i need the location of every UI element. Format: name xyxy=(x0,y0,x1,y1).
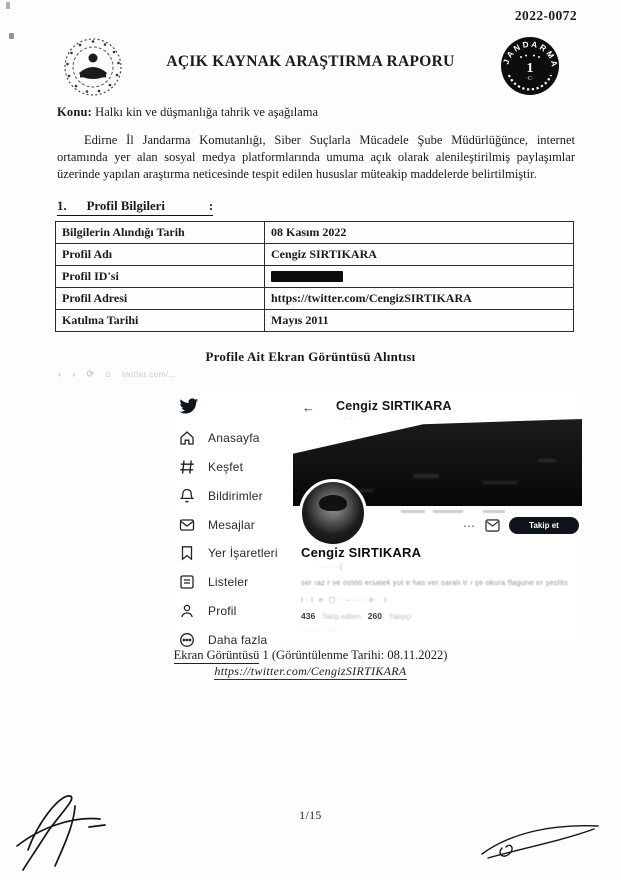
profile-header-subtitle: · ···· · xyxy=(339,415,357,422)
followers-label: Takipçi xyxy=(388,612,412,621)
home-icon xyxy=(179,430,195,446)
browser-url: twitter.com/… xyxy=(122,370,178,379)
back-arrow-icon: ← xyxy=(302,400,315,415)
list-icon xyxy=(179,574,195,590)
envelope-icon xyxy=(179,517,195,533)
row-label: Bilgilerin Alındığı Tarih xyxy=(56,222,265,244)
browser-home-icon: ⌂ xyxy=(105,369,112,380)
row-value: Mayıs 2011 xyxy=(265,310,574,332)
profile-avatar xyxy=(299,479,367,547)
row-value: 08 Kasım 2022 xyxy=(265,222,574,244)
sidebar-item-profil: Profil xyxy=(179,601,237,621)
hashtag-icon xyxy=(179,459,195,475)
following-count: 436 xyxy=(301,611,316,621)
profile-handle: · ‑ · · ·( xyxy=(319,562,343,571)
sidebar-item-yer-isaretleri: Yer İşaretleri xyxy=(179,543,278,563)
sidebar-item-bildirimler: Bildirimler xyxy=(179,486,263,506)
row-label: Profil Adresi xyxy=(56,288,265,310)
seal-arc-text: JANDARMA xyxy=(501,39,560,70)
table-row xyxy=(56,222,574,244)
table-row xyxy=(56,288,574,310)
sidebar-item-mesajlar: Mesajlar xyxy=(179,515,255,535)
row-label: Katılma Tarihi xyxy=(56,310,265,332)
row-value-redacted xyxy=(265,266,574,288)
section-number: 1. xyxy=(57,199,67,213)
screenshot-caption-url: https://twitter.com/CengizSIRTIKARA xyxy=(214,664,407,678)
profile-name: Cengiz SIRTIKARA xyxy=(301,545,422,560)
sidebar-item-daha-fazla: Daha fazla xyxy=(179,630,267,650)
table-row xyxy=(56,244,574,266)
message-icon xyxy=(485,519,500,532)
browser-reload-icon: ⟳ xyxy=(86,369,95,380)
more-options-icon: ⋯ xyxy=(463,518,476,533)
browser-back-icon: ‹ xyxy=(58,369,62,380)
section-heading xyxy=(57,199,213,216)
section-label: Profil Bilgileri xyxy=(86,199,165,213)
bell-icon xyxy=(179,488,195,504)
document-number: 2022-0072 xyxy=(514,8,577,23)
following-label: Takip edilen xyxy=(322,612,361,621)
profile-header-name: Cengiz SIRTIKARA xyxy=(336,399,452,413)
profile-meta: t · t ·e· ▢ ·· – ··· · e· · t xyxy=(301,595,387,604)
sidebar-item-kesfet: Keşfet xyxy=(179,457,243,477)
scan-ghost-mark xyxy=(401,510,425,513)
subject-text: Halkı kin ve düşmanlığa tahrik ve aşağılama xyxy=(95,105,319,119)
signature-left xyxy=(12,786,117,874)
profile-stats xyxy=(301,611,411,621)
caption-rest: 1 (Görüntülenme Tarihi: 08.11.2022) xyxy=(259,648,448,662)
intro-paragraph: Edirne İl Jandarma Komutanlığı, Siber Suçlarla Mücadele Şube Müdürlüğünce, internet ortamında yer alan sosyal medya platformlarında umuma açık olarak alenileştirilmiş paylaşımlar üzerinde yapılan araştırma neticesinde tespit edilen hususlar müteakip maddelerde belirtilmiştir. xyxy=(57,133,575,181)
section-colon: : xyxy=(208,199,214,213)
ministry-seal-icon xyxy=(63,37,123,97)
row-label: Profil Adı xyxy=(56,244,265,266)
scan-artifact xyxy=(9,33,14,39)
bookmark-icon xyxy=(179,545,195,561)
twitter-sidebar xyxy=(170,392,291,645)
profile-info-table xyxy=(55,221,574,332)
subject-line xyxy=(57,105,318,120)
row-value: https://twitter.com/CengizSIRTIKARA xyxy=(265,288,574,310)
screenshot-caption xyxy=(0,648,621,663)
profile-action-row xyxy=(463,517,579,534)
report-title: AÇIK KAYNAK ARAŞTIRMA RAPORU xyxy=(166,53,455,70)
row-label: Profil ID'si xyxy=(56,266,265,288)
profile-extra-faint-line: · ·· · ··· · xyxy=(303,628,342,635)
profile-bio: ser ıaz r ve ostöö ersatek yut e has ver saralı tr ı şe okura flagune er şeslits xyxy=(301,578,568,587)
subject-label: Konu: xyxy=(57,105,93,119)
person-icon xyxy=(179,603,195,619)
more-circle-icon xyxy=(179,632,195,648)
page-number: 1/15 xyxy=(299,810,322,822)
svg-text:·C·: ·C· xyxy=(526,76,534,82)
follow-button: Takip et xyxy=(509,517,579,534)
sidebar-item-anasayfa: Anasayfa xyxy=(179,428,260,448)
screenshot-heading: Profile Ait Ekran Görüntüsü Alıntısı xyxy=(205,349,416,364)
twitter-screenshot xyxy=(170,392,582,645)
scan-ghost-mark xyxy=(433,510,463,513)
scan-artifact xyxy=(6,2,10,9)
browser-forward-icon: › xyxy=(72,369,76,380)
twitter-logo-icon xyxy=(179,398,199,415)
redaction-bar xyxy=(271,271,343,282)
sidebar-item-listeler: Listeler xyxy=(179,572,248,592)
jandarma-seal-icon xyxy=(499,35,561,97)
row-value: Cengiz SIRTIKARA xyxy=(265,244,574,266)
signature-right xyxy=(476,816,604,862)
twitter-profile-main xyxy=(293,392,582,645)
svg-text:1: 1 xyxy=(526,61,534,76)
table-row xyxy=(56,310,574,332)
caption-label: Ekran Görüntüsü xyxy=(173,648,260,662)
table-row xyxy=(56,266,574,288)
browser-chrome xyxy=(58,369,177,380)
followers-count: 260 xyxy=(367,611,382,621)
scan-ghost-mark xyxy=(483,510,505,513)
